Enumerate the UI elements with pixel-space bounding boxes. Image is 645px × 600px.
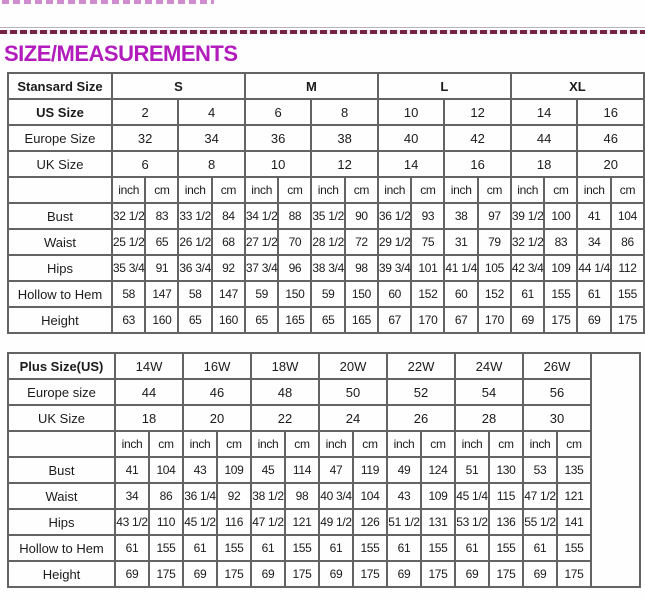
cell: M [245,73,378,99]
cell: 53 [523,457,557,483]
cell: 44 1/4 [577,255,611,281]
cell: 72 [345,229,378,255]
cell: 12 [311,151,378,177]
cell: cm [345,177,378,203]
cell: 160 [212,307,245,333]
cell: 38 3/4 [311,255,345,281]
row-label: Hollow to Hem [8,535,115,561]
cell: 165 [345,307,378,333]
table-row [8,353,640,379]
cell: inch [387,431,421,457]
table-row [8,483,640,509]
table-row [8,255,644,281]
cell: 34 [577,229,611,255]
cell: 10 [378,99,445,125]
cell: 136 [489,509,523,535]
cell: 105 [478,255,511,281]
cell: 10 [245,151,312,177]
cell: 36 1/4 [183,483,217,509]
cell: cm [421,431,455,457]
cell: 175 [544,307,577,333]
cell: 96 [278,255,311,281]
cell: cm [489,431,523,457]
cell: 20 [183,405,251,431]
cell: cm [278,177,311,203]
cell: 43 1/2 [115,509,149,535]
cell: 46 [183,379,251,405]
cell: 147 [145,281,178,307]
cell: 98 [345,255,378,281]
cell: 47 1/2 [251,509,285,535]
cell: 26 [387,405,455,431]
cell: 92 [217,483,251,509]
cell: 130 [489,457,523,483]
cell: 34 [115,483,149,509]
cell: 61 [387,535,421,561]
cell: cm [353,431,387,457]
row-label: Height [8,307,112,333]
cell: 40 3/4 [319,483,353,509]
cell: 155 [489,535,523,561]
cell: 61 [251,535,285,561]
cell: 47 [319,457,353,483]
cell: 155 [557,535,591,561]
row-label: Bust [8,203,112,229]
cell: 100 [544,203,577,229]
cell: 69 [523,561,557,587]
cell: 38 1/2 [251,483,285,509]
cell: 48 [251,379,319,405]
cell: 18 [115,405,183,431]
cell: cm [611,177,644,203]
row-label: US Size [8,99,112,125]
cell: 20W [319,353,387,379]
cell: 44 [511,125,578,151]
cell: 104 [149,457,183,483]
cell: 24 [319,405,387,431]
table-row [8,561,640,587]
cell: 29 1/2 [378,229,412,255]
cell: 14 [511,99,578,125]
cell: cm [478,177,511,203]
cell: 79 [478,229,511,255]
cell: 170 [478,307,511,333]
cell: 97 [478,203,511,229]
cell: 40 [378,125,445,151]
cell: 67 [378,307,412,333]
cell: 155 [149,535,183,561]
cell: 109 [544,255,577,281]
cell: 49 [387,457,421,483]
cell: 58 [178,281,212,307]
cell: 42 [444,125,511,151]
cell: 150 [278,281,311,307]
cell: cm [149,431,183,457]
table-row [8,431,640,457]
cell: 152 [411,281,444,307]
cell: 59 [311,281,345,307]
standard-size-table-container [7,72,645,334]
cell: 49 1/2 [319,509,353,535]
plus-size-table [7,352,641,588]
cell: 109 [217,457,251,483]
cell: 36 [245,125,312,151]
cell: 58 [112,281,146,307]
separator-hairline [0,27,645,28]
cell: inch [245,177,279,203]
cell: 43 [183,457,217,483]
cell: 41 1/4 [444,255,478,281]
cell: 8 [311,99,378,125]
cell: 65 [145,229,178,255]
cell: 26 1/2 [178,229,212,255]
cell: 70 [278,229,311,255]
cell: 93 [411,203,444,229]
cell: 16 [444,151,511,177]
cell: cm [217,431,251,457]
cell: 175 [285,561,319,587]
standard-size-table [7,72,645,334]
cell: 69 [387,561,421,587]
cell: inch [251,431,285,457]
cell: 35 3/4 [112,255,146,281]
cell: 6 [245,99,312,125]
cell: 69 [183,561,217,587]
cell: 31 [444,229,478,255]
cell: 28 1/2 [311,229,345,255]
cell: 150 [345,281,378,307]
cell: 56 [523,379,591,405]
cell: 175 [217,561,251,587]
cell: 28 [455,405,523,431]
row-label: Hollow to Hem [8,281,112,307]
table-row [8,99,644,125]
cell: 32 [112,125,179,151]
cell: 155 [217,535,251,561]
cell: inch [511,177,545,203]
cell: 60 [378,281,412,307]
row-label: UK Size [8,405,115,431]
cell: inch [115,431,149,457]
cell: 61 [115,535,149,561]
page-title: SIZE/MEASUREMENTS [4,41,238,66]
row-label: Europe Size [8,125,112,151]
row-label: Stansard Size [8,73,112,99]
table-row [8,379,640,405]
row-label: Hips [8,509,115,535]
cell: inch [577,177,611,203]
cell: 36 1/2 [378,203,412,229]
cell: 175 [611,307,644,333]
cell: 119 [353,457,387,483]
cell: 50 [319,379,387,405]
cell: 22W [387,353,455,379]
cell: 63 [112,307,146,333]
cell: 65 [245,307,279,333]
cell: 39 3/4 [378,255,412,281]
row-label [8,177,112,203]
cell: 110 [149,509,183,535]
cell: 61 [511,281,545,307]
cell: 38 [311,125,378,151]
cell: 45 1/2 [183,509,217,535]
cell: cm [544,177,577,203]
cell: 34 1/2 [245,203,279,229]
cell: cm [411,177,444,203]
cell: 175 [353,561,387,587]
cell: 65 [311,307,345,333]
cell: 165 [278,307,311,333]
row-label [8,431,115,457]
cell: 37 3/4 [245,255,279,281]
cell: 61 [577,281,611,307]
cell: 175 [149,561,183,587]
cell: 36 3/4 [178,255,212,281]
cell: 101 [411,255,444,281]
cell: 55 1/2 [523,509,557,535]
row-label: Height [8,561,115,587]
cell: inch [319,431,353,457]
cell: 51 [455,457,489,483]
cell: 83 [544,229,577,255]
cell: 175 [489,561,523,587]
cell: 14 [378,151,445,177]
cell: 61 [319,535,353,561]
cell: 126 [353,509,387,535]
cell: 45 [251,457,285,483]
table-row [8,281,644,307]
cell: 69 [511,307,545,333]
cell: 54 [455,379,523,405]
row-label: Waist [8,483,115,509]
cell: 34 [178,125,245,151]
row-label: Bust [8,457,115,483]
cell: 51 1/2 [387,509,421,535]
cell: inch [378,177,412,203]
cell: 155 [285,535,319,561]
cell: 92 [212,255,245,281]
cell: 114 [285,457,319,483]
cell: 41 [115,457,149,483]
cell: 38 [444,203,478,229]
table-row [8,457,640,483]
cell: 46 [577,125,644,151]
cell: 61 [523,535,557,561]
cell: 116 [217,509,251,535]
cell: 141 [557,509,591,535]
cell: 155 [611,281,644,307]
cell: 170 [411,307,444,333]
cell: 83 [145,203,178,229]
cell: 45 1/4 [455,483,489,509]
cell: 59 [245,281,279,307]
cell: 109 [421,483,455,509]
row-label: Hips [8,255,112,281]
cell: 147 [212,281,245,307]
cell: 16W [183,353,251,379]
cell: 12 [444,99,511,125]
cell: 32 1/2 [112,203,146,229]
dashed-separator-line [0,30,645,34]
plus-size-table-container [7,352,641,588]
cell: 152 [478,281,511,307]
table-row [8,535,640,561]
cell: 131 [421,509,455,535]
cell: 98 [285,483,319,509]
cell: cm [285,431,319,457]
cell: L [378,73,511,99]
cell: 41 [577,203,611,229]
cell: S [112,73,245,99]
cell: 18W [251,353,319,379]
cell: 75 [411,229,444,255]
cell: 39 1/2 [511,203,545,229]
clipped-magenta-text-fragment [2,0,214,4]
table-row [8,73,644,99]
table-row [8,229,644,255]
cell: inch [178,177,212,203]
cell: 61 [183,535,217,561]
cell: 14W [115,353,183,379]
cell: 69 [455,561,489,587]
row-label: Waist [8,229,112,255]
table-row [8,203,644,229]
table-row [8,125,644,151]
cell: 47 1/2 [523,483,557,509]
cell: 24W [455,353,523,379]
cell: 22 [251,405,319,431]
cell: 65 [178,307,212,333]
cell: 44 [115,379,183,405]
cell: 155 [421,535,455,561]
cell: 155 [544,281,577,307]
cell: 115 [489,483,523,509]
cell: 18 [511,151,578,177]
cell: inch [444,177,478,203]
cell: 61 [455,535,489,561]
cell: cm [557,431,591,457]
cell: 53 1/2 [455,509,489,535]
cell: 91 [145,255,178,281]
cell: 43 [387,483,421,509]
cell: 25 1/2 [112,229,146,255]
cell: inch [112,177,146,203]
table-row [8,405,640,431]
cell: 2 [112,99,179,125]
cell: cm [145,177,178,203]
row-label: UK Size [8,151,112,177]
cell: 88 [278,203,311,229]
cell: 84 [212,203,245,229]
cell: 8 [178,151,245,177]
cell: 67 [444,307,478,333]
cell: 42 3/4 [511,255,545,281]
cell: 68 [212,229,245,255]
cell: inch [183,431,217,457]
cell: 6 [112,151,179,177]
cell: 175 [557,561,591,587]
empty-cell [591,353,640,587]
cell: 121 [285,509,319,535]
table-row [8,151,644,177]
cell: 20 [577,151,644,177]
cell: 27 1/2 [245,229,279,255]
table-row [8,509,640,535]
cell: inch [523,431,557,457]
cell: 104 [353,483,387,509]
cell: 60 [444,281,478,307]
cell: 16 [577,99,644,125]
cell: 104 [611,203,644,229]
cell: 90 [345,203,378,229]
cell: 52 [387,379,455,405]
cell: inch [311,177,345,203]
cell: 155 [353,535,387,561]
cell: 69 [115,561,149,587]
cell: 32 1/2 [511,229,545,255]
cell: 160 [145,307,178,333]
table-row [8,177,644,203]
cell: 35 1/2 [311,203,345,229]
cell: 26W [523,353,591,379]
cell: XL [511,73,644,99]
row-label: Plus Size(US) [8,353,115,379]
cell: 4 [178,99,245,125]
cell: 86 [611,229,644,255]
cell: 175 [421,561,455,587]
cell: 86 [149,483,183,509]
cell: inch [455,431,489,457]
cell: 30 [523,405,591,431]
cell: 112 [611,255,644,281]
cell: 33 1/2 [178,203,212,229]
cell: 69 [319,561,353,587]
row-label: Europe size [8,379,115,405]
cell: 124 [421,457,455,483]
cell: cm [212,177,245,203]
cell: 69 [251,561,285,587]
cell: 135 [557,457,591,483]
cell: 69 [577,307,611,333]
table-row [8,307,644,333]
cell: 121 [557,483,591,509]
